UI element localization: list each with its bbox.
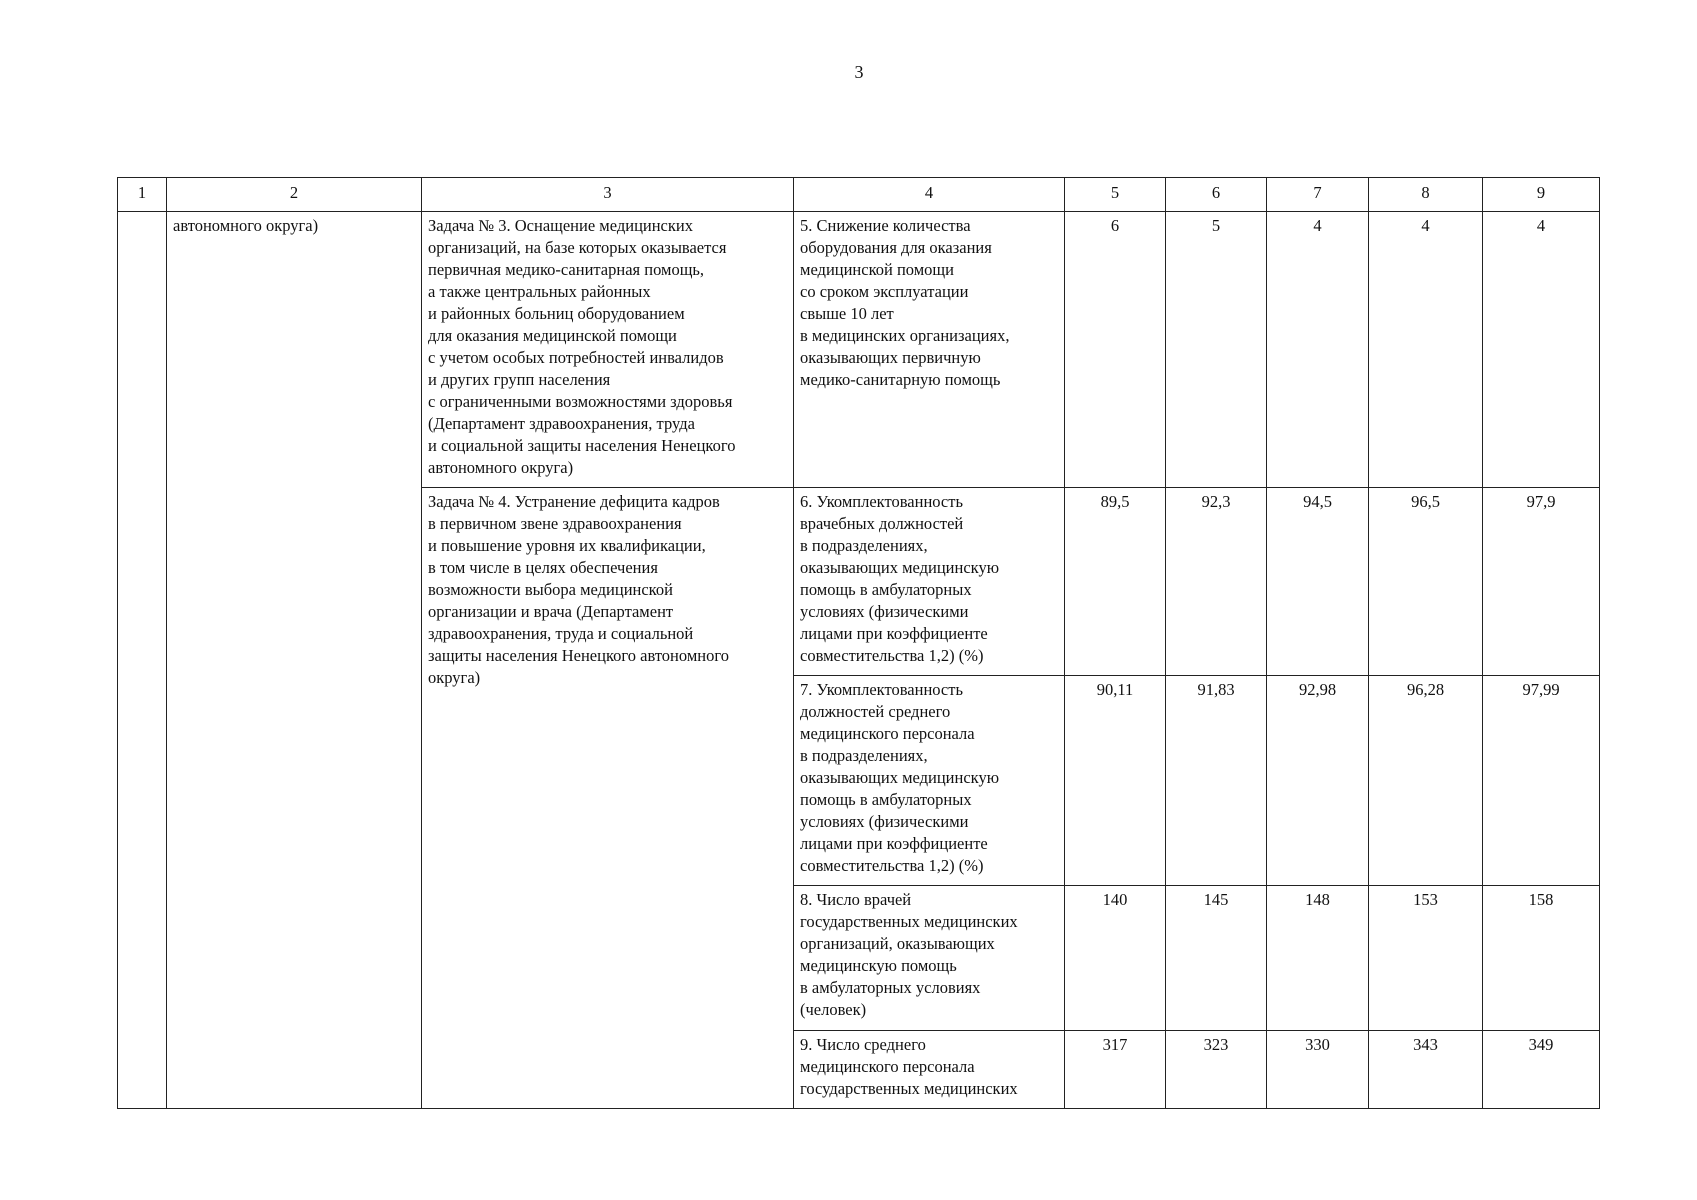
value-cell: 96,28 [1369, 676, 1483, 886]
value-cell: 349 [1483, 1031, 1600, 1109]
indicator-9-cell: 9. Число среднего медицинского персонала государственных медицинских [794, 1031, 1065, 1109]
indicator-8-cell: 8. Число врачей государственных медицинских организаций, оказывающих медицинскую помощь в амбулаторных условиях (человек) [794, 886, 1065, 1031]
header-cell: 1 [118, 178, 167, 212]
number-cell [118, 212, 167, 1109]
indicators-table [117, 177, 1600, 1109]
value-cell: 94,5 [1267, 488, 1369, 676]
header-row [118, 178, 1600, 212]
value-cell: 91,83 [1166, 676, 1267, 886]
task-4-cell: Задача № 4. Устранение дефицита кадров в первичном звене здравоохранения и повышение уровня их квалификации, в том числе в целях обеспечения возможности выбора медицинской организации и врача (Департамент здравоохранения, труда и социальной защиты населения Ненецкого автономного округа) [422, 488, 794, 1109]
header-cell: 9 [1483, 178, 1600, 212]
header-cell: 4 [794, 178, 1065, 212]
indicator-7-cell: 7. Укомплектованность должностей среднего медицинского персонала в подразделениях, оказывающих медицинскую помощь в амбулаторных условиях (физическими лицами при коэффициенте совместительства 1,2) (%) [794, 676, 1065, 886]
value-cell: 4 [1483, 212, 1600, 488]
value-cell: 92,3 [1166, 488, 1267, 676]
header-cell: 6 [1166, 178, 1267, 212]
header-cell: 3 [422, 178, 794, 212]
value-cell: 97,9 [1483, 488, 1600, 676]
indicator-6-cell: 6. Укомплектованность врачебных должностей в подразделениях, оказывающих медицинскую помощь в амбулаторных условиях (физическими лицами при коэффициенте совместительства 1,2) (%) [794, 488, 1065, 676]
table-row [118, 212, 1600, 488]
value-cell: 148 [1267, 886, 1369, 1031]
value-cell: 97,99 [1483, 676, 1600, 886]
value-cell: 140 [1065, 886, 1166, 1031]
value-cell: 343 [1369, 1031, 1483, 1109]
value-cell: 6 [1065, 212, 1166, 488]
value-cell: 4 [1267, 212, 1369, 488]
header-cell: 5 [1065, 178, 1166, 212]
value-cell: 317 [1065, 1031, 1166, 1109]
value-cell: 89,5 [1065, 488, 1166, 676]
indicator-5-cell: 5. Снижение количества оборудования для оказания медицинской помощи со сроком эксплуатации свыше 10 лет в медицинских организациях, оказывающих первичную медико-санитарную помощь [794, 212, 1065, 488]
task-3-cell: Задача № 3. Оснащение медицинских организаций, на базе которых оказывается первичная медико-санитарная помощь, а также центральных районных и районных больниц оборудованием для оказания медицинской помощи с учетом особых потребностей инвалидов и других групп населения с ограниченными возможностями здоровья (Департамент здравоохранения, труда и социальной защиты населения Ненецкого автономного округа) [422, 212, 794, 488]
value-cell: 153 [1369, 886, 1483, 1031]
value-cell: 96,5 [1369, 488, 1483, 676]
value-cell: 5 [1166, 212, 1267, 488]
value-cell: 90,11 [1065, 676, 1166, 886]
page-number: 3 [854, 62, 864, 82]
value-cell: 145 [1166, 886, 1267, 1031]
header-cell: 7 [1267, 178, 1369, 212]
value-cell: 330 [1267, 1031, 1369, 1109]
program-cell: автономного округа) [167, 212, 422, 1109]
value-cell: 158 [1483, 886, 1600, 1031]
header-cell: 8 [1369, 178, 1483, 212]
value-cell: 323 [1166, 1031, 1267, 1109]
value-cell: 92,98 [1267, 676, 1369, 886]
value-cell: 4 [1369, 212, 1483, 488]
header-cell: 2 [167, 178, 422, 212]
